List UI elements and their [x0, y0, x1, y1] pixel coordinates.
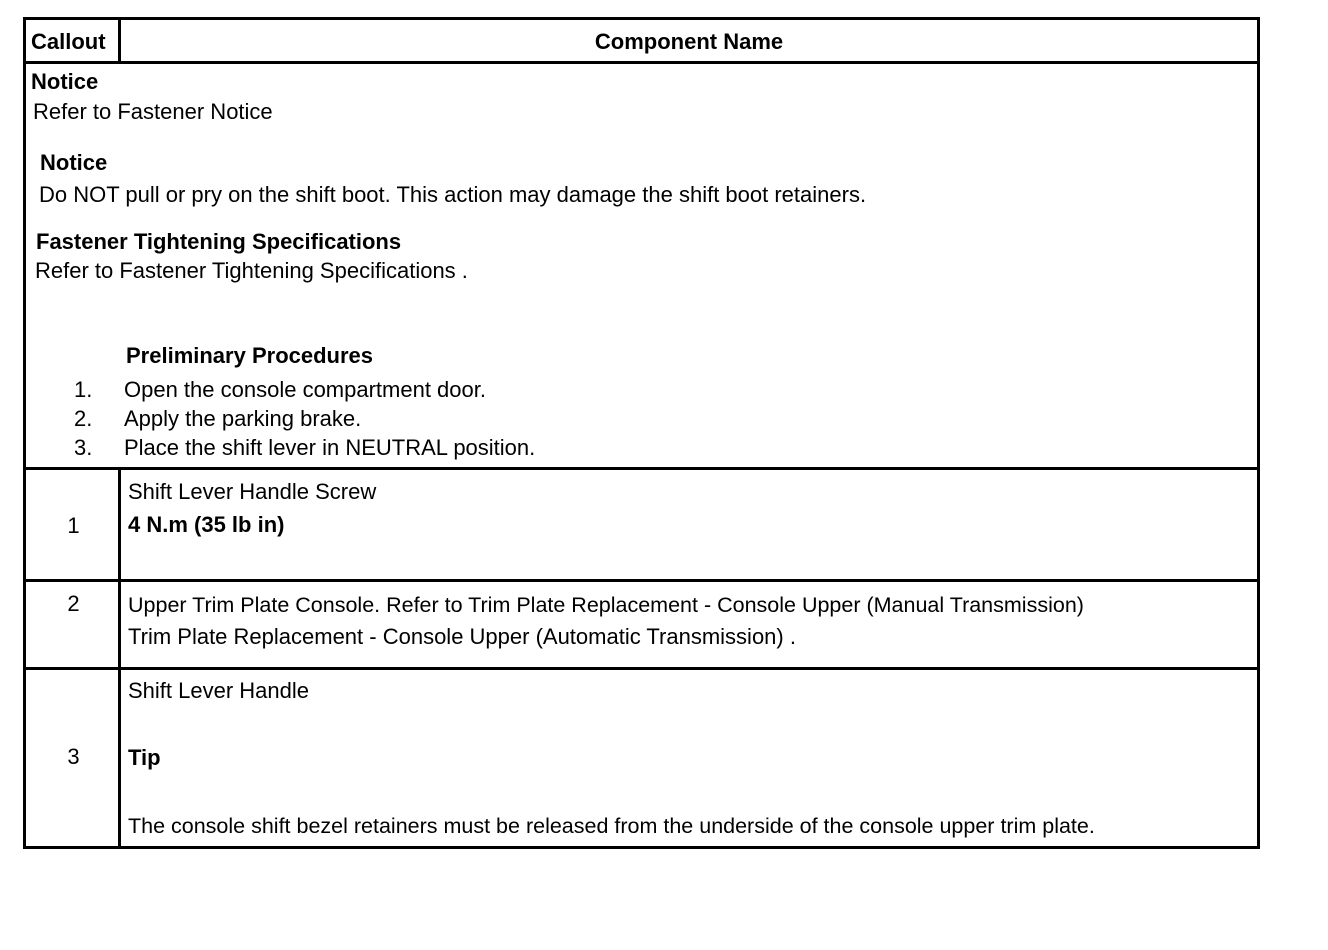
- callout-column-header: Callout: [31, 29, 106, 54]
- step-number: 1.: [74, 377, 93, 402]
- notice-1-text: Refer to Fastener Notice: [33, 99, 273, 124]
- step-text: Apply the parking brake.: [124, 406, 362, 431]
- component-name: Shift Lever Handle Screw: [128, 479, 377, 504]
- step-number: 3.: [74, 435, 93, 460]
- table-row: [26, 470, 1257, 582]
- callout-number: 1: [67, 513, 80, 538]
- callout-number: 2: [67, 591, 80, 616]
- table-header-row: [26, 20, 1257, 64]
- step-number: 2.: [74, 406, 93, 431]
- step-text: Place the shift lever in NEUTRAL position.: [124, 435, 536, 460]
- component-name-column-header: Component Name: [594, 29, 784, 54]
- tip-title: Tip: [128, 745, 161, 770]
- callout-number: 3: [67, 744, 80, 769]
- component-table: [23, 17, 1260, 849]
- notice-1-title: Notice: [31, 69, 99, 94]
- component-name: Upper Trim Plate Console. Refer to Trim Plate Replacement - Console Upper (Manual Transmission): [128, 593, 1084, 617]
- table-row: [26, 670, 1257, 846]
- step-text: Open the console compartment door.: [124, 377, 486, 402]
- notice-2-text: Do NOT pull or pry on the shift boot. This action may damage the shift boot retainers.: [39, 182, 867, 207]
- tip-text: The console shift bezel retainers must be released from the underside of the console upper trim plate.: [128, 814, 1095, 838]
- table-row: [26, 582, 1257, 670]
- notices-row: [26, 64, 1257, 470]
- component-name-continued: Trim Plate Replacement - Console Upper (Automatic Transmission) .: [128, 624, 796, 649]
- fastener-specs-title: Fastener Tightening Specifications: [36, 229, 402, 254]
- component-name: Shift Lever Handle: [128, 678, 309, 703]
- preliminary-procedures-title: Preliminary Procedures: [126, 343, 374, 368]
- torque-spec: 4 N.m (35 lb in): [128, 512, 285, 537]
- fastener-specs-text: Refer to Fastener Tightening Specifications .: [35, 258, 468, 283]
- notice-2-title: Notice: [40, 150, 108, 175]
